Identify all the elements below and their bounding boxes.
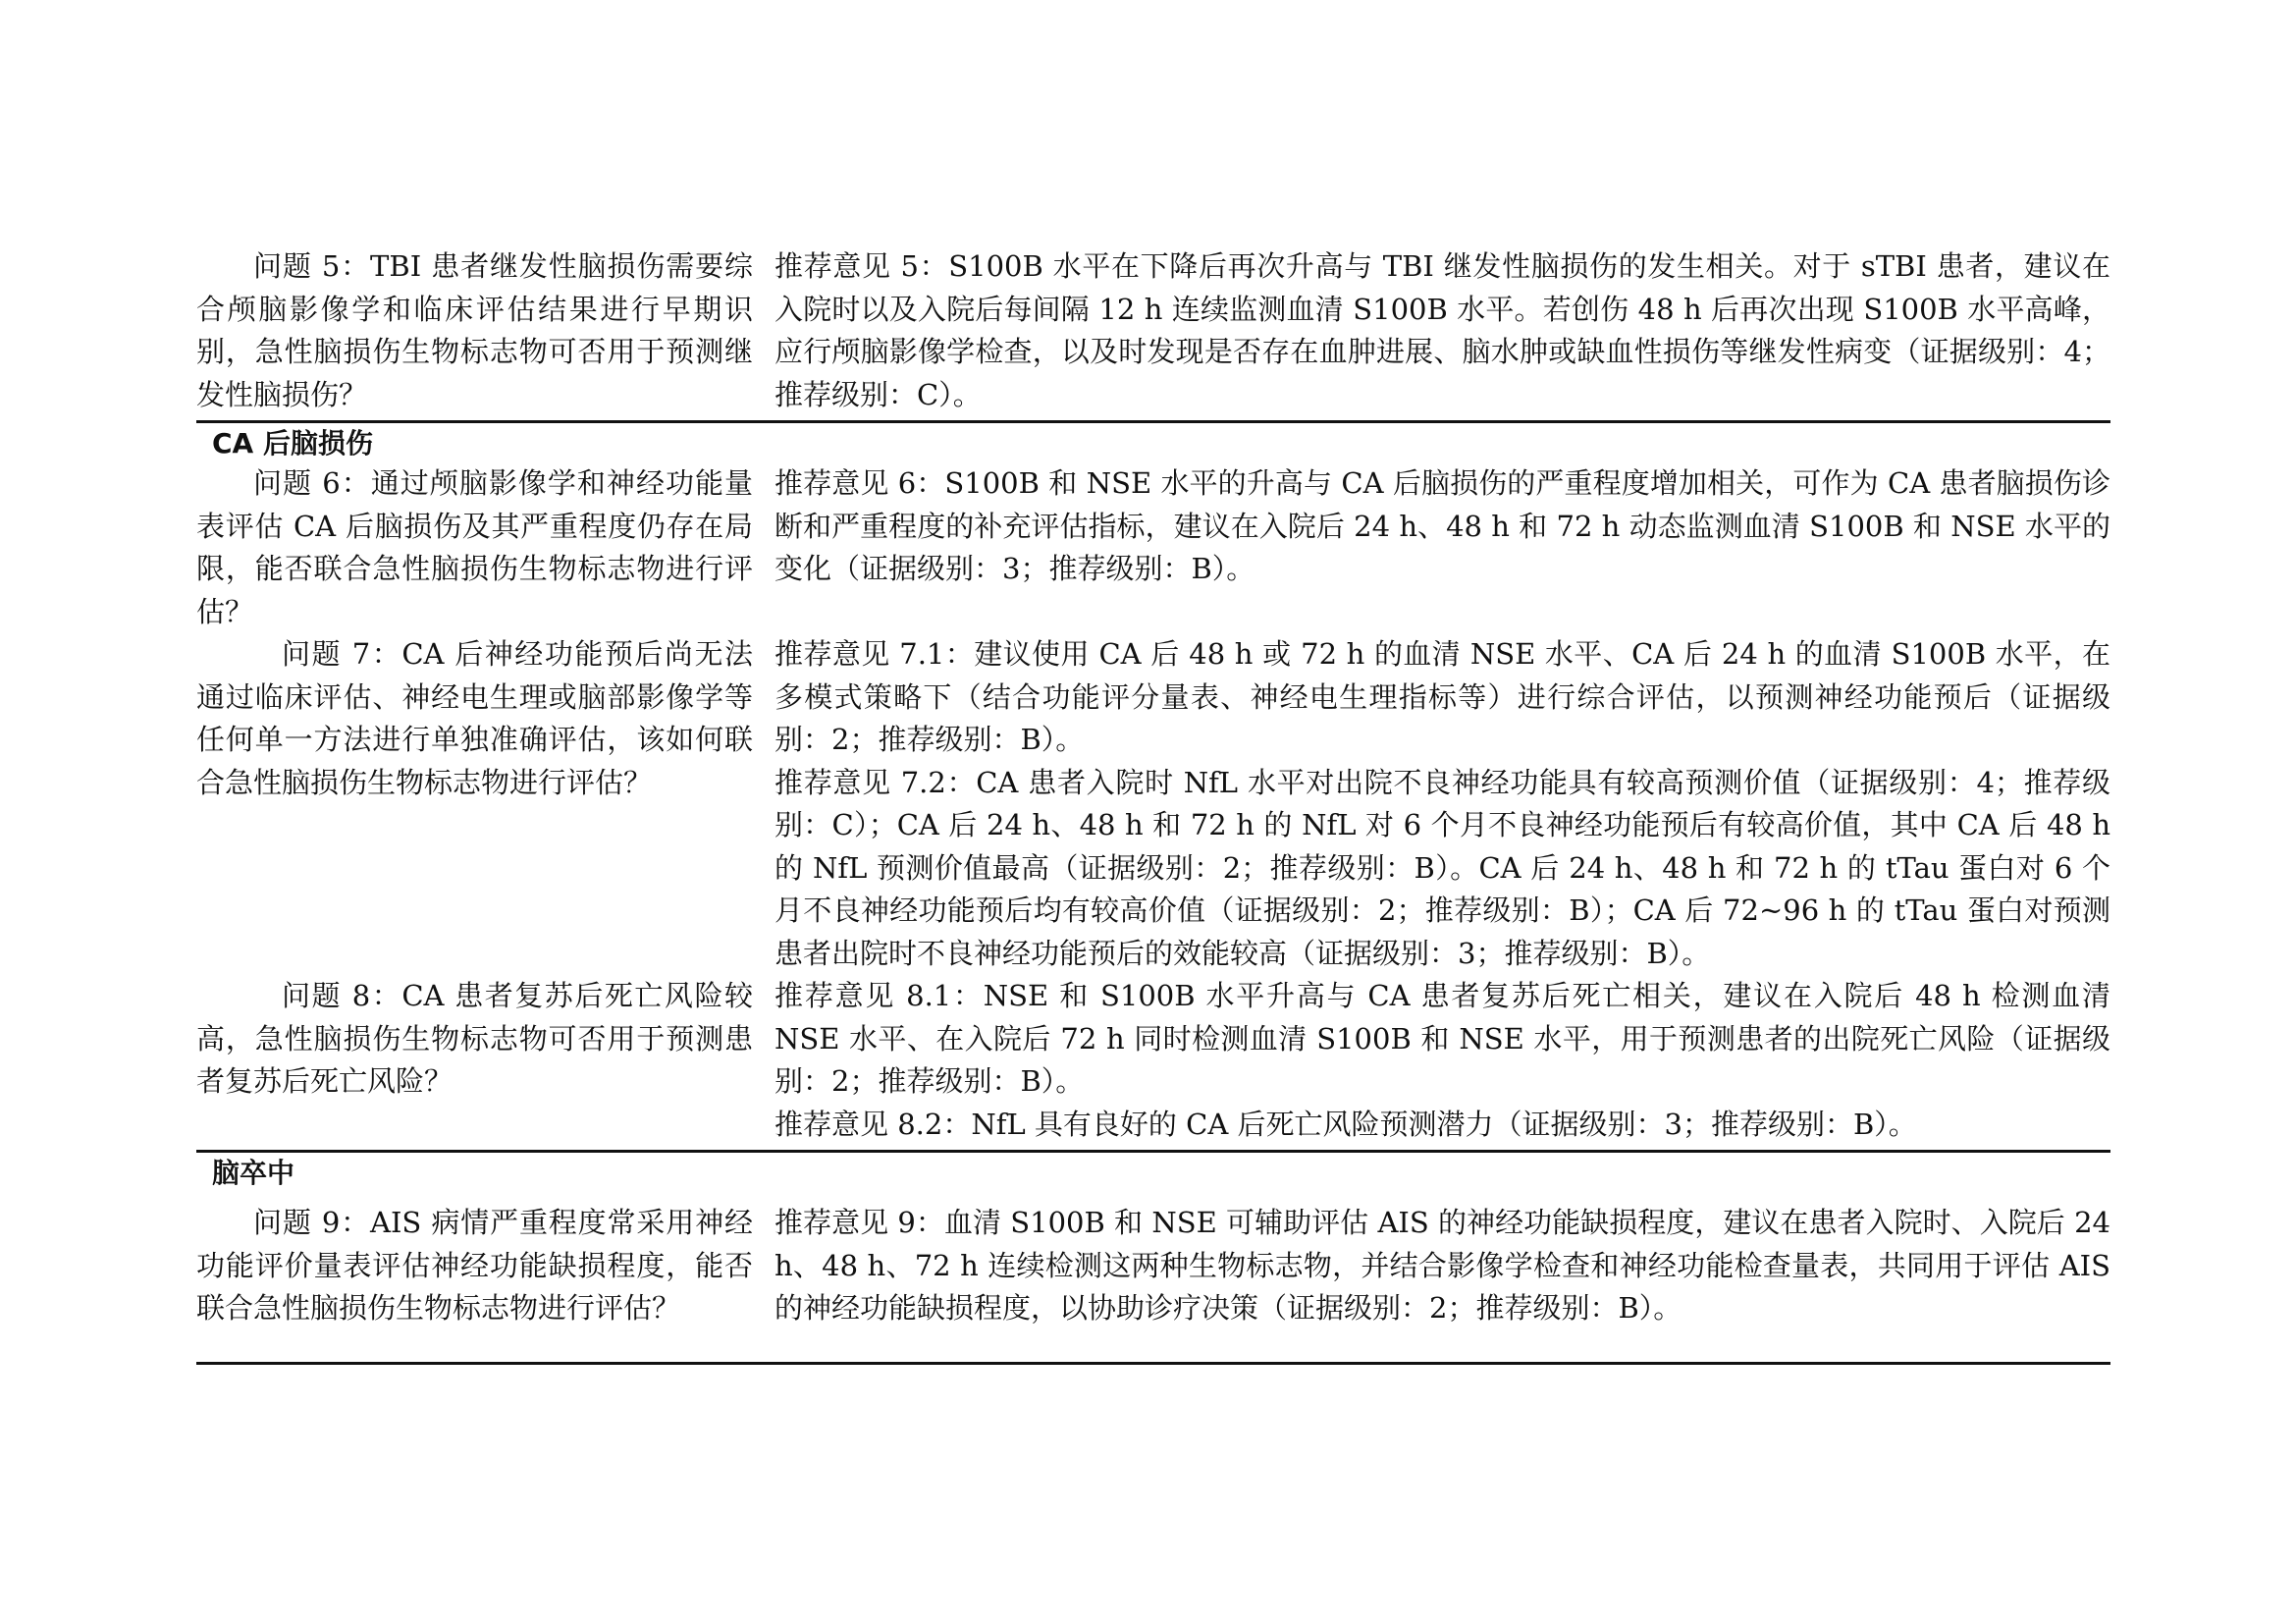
recommendation-5-text: 推荐意见 5：S100B 水平在下降后再次升高与 TBI 继发性脑损伤的发生相关。对于 sTBI 患者，建议在入院时以及入院后每间隔 12 h 连续监测血清 S100B 水平。若创伤 48 h 后再次出现 S100B 水平高峰，应行颅脑影像学检查，以及时发现是否存在血肿进展、脑水肿或缺血性损伤等继发性病变（证据级别：4；推荐级别：C）。 [774, 249, 2110, 411]
recommendation-7-1-text: 推荐意见 7.1：建议使用 CA 后 48 h 或 72 h 的血清 NSE 水平、CA 后 24 h 的血清 S100B 水平，在多模式策略下（结合功能评分量表、神经电生理指标等）进行综合评估，以预测神经功能预后（证据级别：2；推荐级别：B）。 [774, 637, 2110, 756]
recommendation-8-2-text: 推荐意见 8.2：NfL 具有良好的 CA 后死亡风险预测潜力（证据级别：3；推荐级别：B）。 [774, 1107, 1917, 1141]
table-row-q8 [196, 975, 2110, 1152]
table-row-q5 [196, 245, 2110, 422]
table-row-q7 [196, 633, 2110, 975]
table-row-q6 [196, 462, 2110, 633]
recommendation-5 [771, 245, 2110, 422]
recommendation-8-1-text: 推荐意见 8.1：NSE 和 S100B 水平升高与 CA 患者复苏后死亡相关，建议在入院后 48 h 检测血清 NSE 水平、在入院后 72 h 同时检测血清 S100B 和 NSE 水平，用于预测患者的出院死亡风险（证据级别：2；推荐级别：B）。 [774, 979, 2110, 1098]
table-row-q9 [196, 1192, 2110, 1363]
recommendation-table [196, 245, 2110, 1365]
question-8: 问题 8：CA 患者复苏后死亡风险较高，急性脑损伤生物标志物可否用于预测患者复苏后死亡风险？ [196, 979, 753, 1098]
document-page [196, 245, 2110, 1365]
recommendation-6 [771, 462, 2110, 633]
question-5: 问题 5：TBI 患者继发性脑损伤需要综合颅脑影像学和临床评估结果进行早期识别，急性脑损伤生物标志物可否用于预测继发性脑损伤？ [196, 249, 753, 411]
section-title-ca: CA 后脑损伤 [196, 422, 2110, 463]
question-6: 问题 6：通过颅脑影像学和神经功能量表评估 CA 后脑损伤及其严重程度仍存在局限，能否联合急性脑损伤生物标志物进行评估？ [196, 466, 753, 628]
question-9: 问题 9：AIS 病情严重程度常采用神经功能评价量表评估神经功能缺损程度，能否联合急性脑损伤生物标志物进行评估？ [196, 1192, 771, 1363]
recommendation-9-text: 推荐意见 9：血清 S100B 和 NSE 可辅助评估 AIS 的神经功能缺损程度，建议在患者入院时、入院后 24 h、48 h、72 h 连续检测这两种生物标志物，并结合影像学检查和神经功能检查量表，共同用于评估 AIS 的神经功能缺损程度，以协助诊疗决策（证据级别：2；推荐级别：B）。 [774, 1206, 2110, 1325]
recommendation-8 [771, 975, 2110, 1152]
section-header-ca [196, 422, 2110, 463]
question-7: 问题 7：CA 后神经功能预后尚无法通过临床评估、神经电生理或脑部影像学等任何单一方法进行单独准确评估，该如何联合急性脑损伤生物标志物进行评估？ [196, 637, 753, 799]
section-title-stroke: 脑卒中 [196, 1152, 2110, 1193]
recommendation-7 [771, 633, 2110, 975]
recommendation-6-text: 推荐意见 6：S100B 和 NSE 水平的升高与 CA 后脑损伤的严重程度增加相关，可作为 CA 患者脑损伤诊断和严重程度的补充评估指标，建议在入院后 24 h、48 h 和 72 h 动态监测血清 S100B 和 NSE 水平的变化（证据级别：3；推荐级别：B）。 [774, 466, 2110, 585]
section-header-stroke [196, 1152, 2110, 1193]
recommendation-9 [771, 1192, 2110, 1363]
recommendation-7-2-text: 推荐意见 7.2：CA 患者入院时 NfL 水平对出院不良神经功能具有较高预测价值（证据级别：4；推荐级别：C）；CA 后 24 h、48 h 和 72 h 的 NfL 对 6 个月不良神经功能预后有较高价值，其中 CA 后 48 h 的 NfL 预测价值最高（证据级别：2；推荐级别：B）。CA 后 24 h、48 h 和 72 h 的 tTau 蛋白对 6 个月不良神经功能预后均有较高价值（证据级别：2；推荐级别：B）；CA 后 72~96 h 的 tTau 蛋白对预测患者出院时不良神经功能预后的效能较高（证据级别：3；推荐级别：B）。 [774, 765, 2110, 970]
